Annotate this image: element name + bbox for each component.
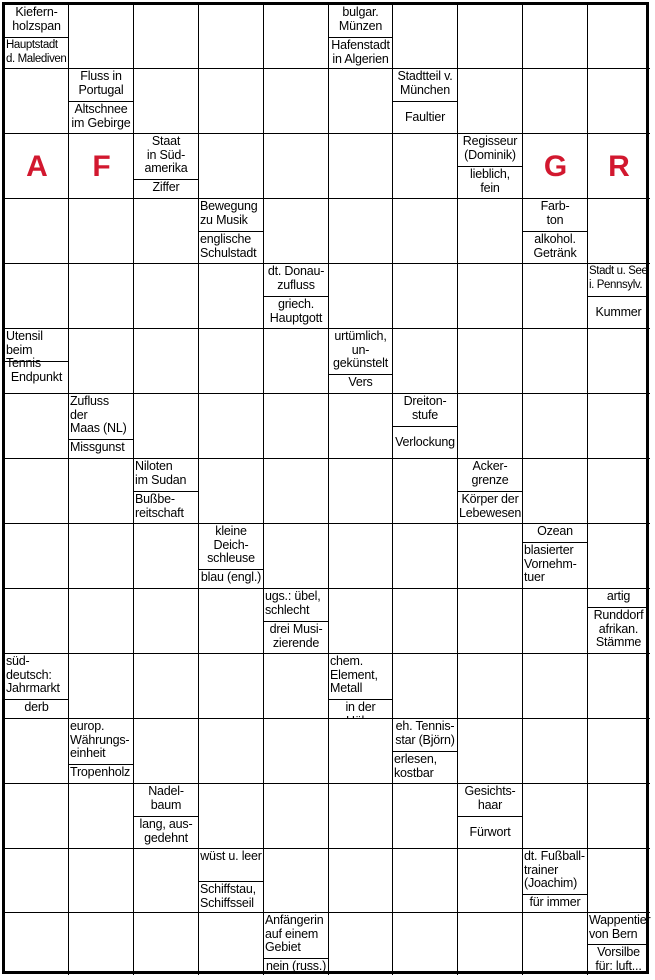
answer-cell[interactable] [69,589,134,654]
clue-text-bottom: derb [5,699,68,718]
answer-cell[interactable] [458,199,523,264]
answer-cell[interactable] [134,264,199,329]
clue-text-bottom: Bußbe- reitschaft [134,491,198,523]
answer-cell[interactable] [588,69,650,134]
answer-cell[interactable] [264,784,329,849]
answer-cell[interactable] [69,913,134,975]
clue-cell [5,329,69,394]
clue-cell [69,719,134,784]
clue-cell [134,134,199,199]
clue-text-top: Stadtteil v. München [397,69,453,97]
solution-letter-cell[interactable] [69,134,134,199]
answer-cell[interactable] [523,719,588,784]
answer-cell[interactable] [393,199,458,264]
clue-text-bottom: Körper der Lebewesen [458,491,522,523]
clue-text-top: Gesichts- haar [464,784,516,812]
answer-cell[interactable] [329,784,393,849]
answer-cell[interactable] [134,849,199,913]
clue-text-top: Nadel- baum [148,784,184,812]
clue-cell [393,719,458,784]
clue-text-bottom: nein (russ.) [265,959,327,973]
answer-cell[interactable] [523,69,588,134]
answer-cell[interactable] [134,5,199,69]
answer-cell[interactable] [199,459,264,524]
answer-cell[interactable] [134,199,199,264]
answer-cell[interactable] [264,69,329,134]
clue-text-bottom: Hafenstadt in Algerien [329,37,392,68]
clue-text-top: europ. Währungs- einheit [70,719,130,760]
clue-cell [134,784,199,849]
clue-text-top: Zufluss der Maas (NL) [70,394,127,435]
clue-cell [329,5,393,69]
answer-cell[interactable] [393,589,458,654]
clue-text-bottom: in der [329,699,392,718]
answer-cell[interactable] [5,394,69,459]
solution-letter: F [92,150,111,183]
clue-text-top: eh. Tennis- star (Björn) [395,719,455,747]
clue-text-top: Niloten im Sudan [135,459,187,487]
clue-text-bottom: griech. Hauptgott [264,296,328,328]
answer-cell[interactable] [5,459,69,524]
clue-text-bottom: englische Schulstadt [199,231,263,263]
answer-cell[interactable] [523,784,588,849]
answer-cell[interactable] [588,849,650,913]
solution-letter-cell[interactable] [523,134,588,199]
clue-text-bottom: Ziffer [134,179,198,198]
clue-text-top: Stadt u. See i. Pennsylv. [589,265,648,291]
clue-text-top: Farb- ton [540,199,570,227]
clue-text-top: Wappentier von Bern [589,913,651,941]
clue-text-bottom: Schiffstau, Schiffsseil [199,881,263,912]
answer-cell[interactable] [458,719,523,784]
answer-cell[interactable] [458,69,523,134]
answer-cell[interactable] [329,719,393,784]
answer-cell[interactable] [458,394,523,459]
clue-text-bottom: Vorsilbe für: luft... [588,944,649,974]
clue-text-top: dt. Donau- zufluss [267,264,325,292]
clue-text-bottom: Runddorf afrikan. Stämme [588,607,649,653]
clue-cell [523,849,588,913]
answer-cell[interactable] [588,199,650,264]
answer-cell[interactable] [199,589,264,654]
answer-cell[interactable] [134,719,199,784]
answer-cell[interactable] [134,69,199,134]
clue-cell [458,784,523,849]
clue-text-bottom: Hauptstadt d. Malediven [5,37,68,68]
answer-cell[interactable] [523,264,588,329]
answer-cell[interactable] [458,329,523,394]
answer-cell[interactable] [199,719,264,784]
clue-text-top: Kiefern- holzspan [12,5,61,33]
clue-text-top: süd- deutsch: Jahrmarkt [6,654,60,695]
answer-cell[interactable] [393,913,458,975]
clue-text-top: Utensil beim Tennis [6,329,43,370]
clue-cell [69,394,134,459]
clue-text-bottom: Fürwort [458,816,522,848]
answer-cell[interactable] [393,264,458,329]
clue-text-bottom: lieblich, fein [458,166,522,198]
solution-letter-cell[interactable] [588,134,650,199]
answer-cell[interactable] [264,654,329,719]
answer-cell[interactable] [393,134,458,199]
clue-cell [393,69,458,134]
clue-cell [393,394,458,459]
answer-cell[interactable] [199,329,264,394]
answer-cell[interactable] [329,394,393,459]
answer-cell[interactable] [134,654,199,719]
answer-cell[interactable] [458,589,523,654]
answer-cell[interactable] [523,654,588,719]
answer-cell[interactable] [264,524,329,589]
clue-text-bottom: Vers [329,374,392,393]
clue-text-top: bulgar. Münzen [338,5,383,33]
clue-text-top: Acker- grenze [471,459,509,487]
answer-cell[interactable] [69,524,134,589]
answer-cell[interactable] [393,784,458,849]
clue-text-top: Fluss in Portugal [78,69,124,97]
answer-cell[interactable] [329,134,393,199]
clue-cell [199,524,264,589]
answer-cell[interactable] [199,394,264,459]
clue-text-top: artig [606,589,631,603]
clue-cell [523,524,588,589]
answer-cell[interactable] [523,459,588,524]
clue-text-top: wüst u. leer [200,849,262,863]
answer-cell[interactable] [264,199,329,264]
answer-cell[interactable] [5,524,69,589]
solution-letter: G [543,150,568,183]
answer-cell[interactable] [5,784,69,849]
clue-cell [264,913,329,975]
clue-text-bottom: Endpunkt [5,361,68,393]
answer-cell[interactable] [199,654,264,719]
answer-cell[interactable] [393,329,458,394]
solution-letter: R [608,150,630,183]
answer-cell[interactable] [523,589,588,654]
clue-text-bottom: für immer [523,894,587,912]
answer-cell[interactable] [69,329,134,394]
answer-cell[interactable] [588,654,650,719]
clue-cell [329,654,393,719]
clue-text-top: Bewegung zu Musik [200,199,258,227]
answer-cell[interactable] [69,264,134,329]
clue-text-top: dt. Fußball- trainer (Joachim) [524,849,585,890]
answer-cell[interactable] [458,913,523,975]
answer-cell[interactable] [458,264,523,329]
answer-cell[interactable] [588,524,650,589]
clue-cell [329,329,393,394]
answer-cell[interactable] [5,69,69,134]
answer-cell[interactable] [329,589,393,654]
clue-text-bottom: lang, aus- gedehnt [134,816,198,848]
clue-text-top: Anfängerin auf einem Gebiet [265,913,324,954]
answer-cell[interactable] [199,134,264,199]
answer-cell[interactable] [264,394,329,459]
clue-text-top: kleine Deich- schleuse [207,524,255,565]
clue-text-bottom: blasierter Vornehm- tuer [523,542,587,588]
clue-cell [458,134,523,199]
answer-cell[interactable] [199,913,264,975]
clue-text-top: ugs.: übel, schlecht [265,589,321,617]
answer-cell[interactable] [199,5,264,69]
answer-cell[interactable] [588,784,650,849]
answer-cell[interactable] [393,459,458,524]
answer-cell[interactable] [588,5,650,69]
answer-cell[interactable] [69,849,134,913]
clue-cell [264,264,329,329]
answer-cell[interactable] [264,5,329,69]
answer-cell[interactable] [199,264,264,329]
clue-cell [199,199,264,264]
clue-cell [588,264,650,329]
clue-cell [458,459,523,524]
answer-cell[interactable] [134,913,199,975]
answer-cell[interactable] [134,524,199,589]
clue-cell [199,849,264,913]
answer-cell[interactable] [588,459,650,524]
answer-cell[interactable] [134,589,199,654]
answer-cell[interactable] [134,329,199,394]
answer-cell[interactable] [329,459,393,524]
solution-letter-cell[interactable] [5,134,69,199]
answer-cell[interactable] [458,849,523,913]
answer-cell[interactable] [523,5,588,69]
answer-cell[interactable] [329,913,393,975]
clue-cell [69,69,134,134]
answer-cell[interactable] [5,913,69,975]
answer-cell[interactable] [588,719,650,784]
clue-text-bottom: Faultier [393,101,457,133]
answer-cell[interactable] [69,5,134,69]
answer-cell[interactable] [264,719,329,784]
clue-cell [588,913,650,975]
answer-cell[interactable] [588,394,650,459]
answer-cell[interactable] [5,199,69,264]
answer-cell[interactable] [5,589,69,654]
clue-text-bottom: blau (engl.) [199,569,263,588]
clue-text-top: chem. Element, Metall [330,654,378,695]
clue-text-bottom: Verlockung [393,426,457,458]
answer-cell[interactable] [69,199,134,264]
answer-cell[interactable] [329,849,393,913]
clue-cell [264,589,329,654]
solution-letter: A [26,150,48,183]
answer-cell[interactable] [393,5,458,69]
answer-cell[interactable] [5,849,69,913]
answer-cell[interactable] [5,264,69,329]
clue-text-bottom: Kummer [588,296,649,328]
answer-cell[interactable] [199,69,264,134]
answer-cell[interactable] [69,654,134,719]
answer-cell[interactable] [588,329,650,394]
clue-text-top: Ozean [537,524,573,538]
clue-text-top: Staat in Süd- amerika [144,134,188,175]
clue-cell [588,589,650,654]
answer-cell[interactable] [523,913,588,975]
clue-text-top: Regisseur (Dominik) [462,134,518,162]
answer-cell[interactable] [264,329,329,394]
clue-text-bottom: drei Musi- zierende [264,621,328,653]
clue-text-top: urtümlich, un- gekünstelt [333,329,388,370]
answer-cell[interactable] [458,654,523,719]
answer-cell[interactable] [523,329,588,394]
answer-cell[interactable] [329,264,393,329]
answer-cell[interactable] [393,654,458,719]
clue-cell [523,199,588,264]
answer-cell[interactable] [393,524,458,589]
answer-cell[interactable] [134,394,199,459]
clue-cell [5,5,69,69]
answer-cell[interactable] [523,394,588,459]
clue-text-bottom: Altschnee im Gebirge [69,101,133,133]
answer-cell[interactable] [264,459,329,524]
clue-text-bottom: Missgunst [69,439,133,458]
answer-cell[interactable] [264,134,329,199]
answer-cell[interactable] [69,784,134,849]
answer-cell[interactable] [329,199,393,264]
answer-cell[interactable] [199,784,264,849]
clue-text-bottom: Tropenholz [69,764,133,783]
clue-cell [5,654,69,719]
answer-cell[interactable] [329,524,393,589]
answer-cell[interactable] [393,849,458,913]
answer-cell[interactable] [264,849,329,913]
clue-cell [134,459,199,524]
answer-cell[interactable] [5,719,69,784]
answer-cell[interactable] [329,69,393,134]
answer-cell[interactable] [69,459,134,524]
clue-text-bottom: alkohol. Getränk [523,231,587,263]
clue-text-bottom: erlesen, kostbar [393,751,457,783]
answer-cell[interactable] [458,5,523,69]
clue-text-top: Dreiton- stufe [403,394,447,422]
answer-cell[interactable] [458,524,523,589]
